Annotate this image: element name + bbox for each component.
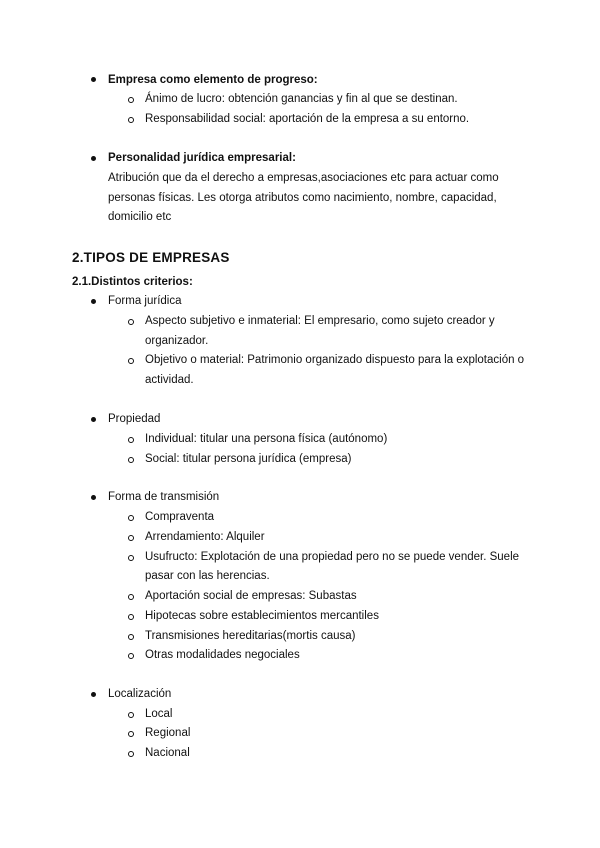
bullet-circle — [128, 751, 134, 757]
section-title-progreso: Empresa como elemento de progreso: — [108, 74, 318, 86]
paragraph-line: domicilio etc — [108, 211, 172, 223]
bullet-dot — [91, 299, 96, 304]
list-item: Aspecto subjetivo e inmaterial: El empresario, como sujeto creador y — [145, 315, 495, 327]
section-title-personalidad: Personalidad jurídica empresarial: — [108, 152, 296, 164]
list-item: Transmisiones hereditarias(mortis causa) — [145, 630, 356, 642]
criterion-label: Propiedad — [108, 413, 161, 425]
list-item: Compraventa — [145, 511, 215, 523]
list-item: Local — [145, 708, 173, 720]
bullet-circle — [128, 634, 134, 640]
bullet-circle — [128, 731, 134, 737]
bullet-circle — [128, 515, 134, 521]
list-item: Aportación social de empresas: Subastas — [145, 590, 357, 602]
list-item-continuation: actividad. — [145, 374, 194, 386]
criterion-label: Forma jurídica — [108, 295, 182, 307]
list-item: Social: titular persona jurídica (empresa) — [145, 453, 352, 465]
bullet-circle — [128, 653, 134, 659]
criterion-label: Localización — [108, 688, 172, 700]
bullet-dot — [91, 156, 96, 161]
bullet-dot — [91, 417, 96, 422]
bullet-circle — [128, 117, 134, 123]
list-item: Ánimo de lucro: obtención ganancias y fin al que se destinan. — [145, 93, 458, 105]
list-item: Usufructo: Explotación de una propiedad pero no se puede vender. Suele — [145, 551, 520, 563]
paragraph-line: personas físicas. Les otorga atributos como nacimiento, nombre, capacidad, — [108, 192, 497, 204]
bullet-circle — [128, 555, 134, 561]
list-item: Individual: titular una persona física (autónomo) — [145, 433, 388, 445]
list-item: Hipotecas sobre establecimientos mercantiles — [145, 610, 379, 622]
list-item: Regional — [145, 727, 191, 739]
bullet-circle — [128, 457, 134, 463]
bullet-dot — [91, 495, 96, 500]
paragraph-line: Atribución que da el derecho a empresas,asociaciones etc para actuar como — [108, 172, 499, 184]
bullet-circle — [128, 358, 134, 364]
list-item: Responsabilidad social: aportación de la empresa a su entorno. — [145, 113, 470, 125]
bullet-circle — [128, 319, 134, 325]
section-heading: 2.TIPOS DE EMPRESAS — [72, 250, 230, 265]
bullet-circle — [128, 437, 134, 443]
list-item: Arrendamiento: Alquiler — [145, 531, 265, 543]
bullet-circle — [128, 97, 134, 103]
bullet-circle — [128, 614, 134, 620]
subsection-heading: 2.1.Distintos criterios: — [72, 276, 193, 288]
bullet-dot — [91, 77, 96, 82]
list-item: Otras modalidades negociales — [145, 649, 300, 661]
list-item-continuation: organizador. — [145, 335, 209, 347]
bullet-circle — [128, 712, 134, 718]
bullet-circle — [128, 535, 134, 541]
bullet-dot — [91, 692, 96, 697]
list-item-continuation: pasar con las herencias. — [145, 570, 270, 582]
bullet-circle — [128, 594, 134, 600]
list-item: Nacional — [145, 747, 190, 759]
criterion-label: Forma de transmisión — [108, 491, 220, 503]
list-item: Objetivo o material: Patrimonio organizado dispuesto para la explotación o — [145, 354, 525, 366]
